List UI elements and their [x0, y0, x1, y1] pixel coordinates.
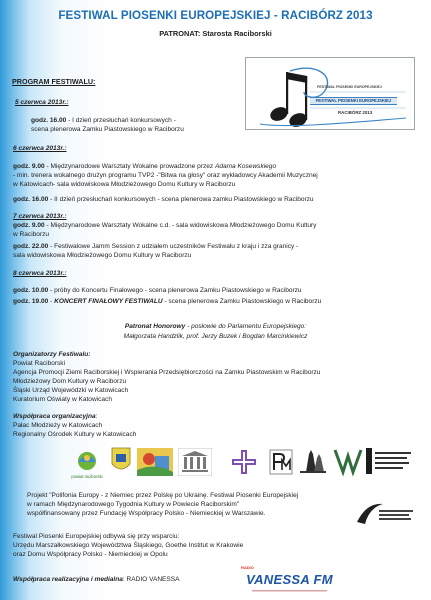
- day2-time2: godz. 16.00: [13, 196, 49, 203]
- day4-time2: godz. 19.00: [13, 298, 49, 305]
- roks-logo: [333, 446, 363, 478]
- organizer-item: Powiat Raciborski: [13, 360, 66, 367]
- day2-line3: w Katowicach- sala widowiskowa Młodzieżowego Domu Kultury w Raciborzu: [13, 181, 236, 188]
- day4-line2c: - scena plenerowa Zamku Piastowskiego w Raciborzu: [162, 298, 322, 305]
- music-note-icon: [246, 58, 416, 131]
- day3-line4: sala widowiskowa Młodzieżowego Domu Kultury w Raciborzu: [13, 252, 192, 259]
- project-line2: w ramach Międzynarodowego Tygodnia Kultury w Powiecie Raciborskim": [27, 501, 240, 508]
- cross-pattern-logo: [232, 450, 256, 474]
- organizer-item: Młodzieżowy Dom Kultury w Raciborzu: [13, 378, 127, 385]
- media-value: : RADIO VANESSA: [122, 576, 180, 583]
- patronat-line: PATRONAT: Starosta Raciborski: [159, 29, 272, 38]
- day1-item1: [31, 117, 176, 125]
- day3-item2: [13, 243, 298, 251]
- cooperation-heading: Współpraca organizacyjna: [13, 413, 96, 420]
- day4-item2: [13, 298, 321, 306]
- day4-line2a: -: [48, 298, 55, 305]
- media-line: [13, 576, 180, 584]
- day2-line1b: Adama Kosewskiego: [214, 163, 277, 170]
- day4-item1: [13, 287, 302, 295]
- coat-of-arms-icon: [110, 446, 132, 476]
- day3-time2: godz. 22.00: [13, 243, 49, 250]
- powiat-label: powiat raciborski: [71, 474, 103, 479]
- day2-line1a: - Międzynarodowe Warsztaty Wokalne prowadzone przez: [44, 163, 215, 170]
- radio-logo-title: VANESSA FM: [246, 572, 333, 587]
- radio-small-label: RADIO: [241, 565, 254, 570]
- support-line2: Urzędu Marszałkowskiego Województwa Śląskiego, Goethe Institut w Krakowie: [13, 542, 244, 549]
- day3-line2: w Raciborzu: [13, 231, 50, 238]
- mdk-logo: [178, 448, 212, 476]
- organizer-item: Kuratorium Oświaty w Katowicach: [13, 396, 112, 403]
- media-label: Współpraca realizacyjna i medialna: [13, 576, 123, 583]
- cooperation-item: Pałac Młodzieży w Katowicach: [13, 422, 103, 429]
- day2-line4: - II dzień przesłuchań konkursowych - scena plenerowa zamku Piastowskiego w Raciborzu: [48, 196, 314, 203]
- logo-band-text: FESTIWAL PIOSENKI EUROPEJSKIEJ: [310, 97, 397, 105]
- logo-top-text: FESTIWAL PIOSENKI EUROPEJSKIEJ: [317, 85, 382, 89]
- radio-vanessa-logo: [232, 565, 347, 595]
- day4-line2b: KONCERT FINAŁOWY FESTIWALU: [54, 298, 163, 305]
- honorary-line: [0, 323, 431, 331]
- festival-logo: [245, 57, 415, 130]
- program-heading: PROGRAM FESTIWALU:: [12, 77, 96, 86]
- day1-time1: godz. 16.00: [31, 117, 67, 124]
- day4-line1: - próby do Koncertu Finałowego - scena plenerowa Zamku Piastowskiego w Raciborzu: [48, 287, 302, 294]
- day1-line2: scena plenerowa Zamku Piastowskiego w Raciborzu: [31, 126, 184, 133]
- fwpn-logo: [353, 498, 415, 528]
- day2-time1: godz. 9.00: [13, 163, 45, 170]
- painting-logo: [137, 448, 173, 476]
- support-line3: oraz Domu Współpracy Polsko - Niemieckiej w Opolu: [13, 551, 168, 558]
- day1-line1: - I dzień przesłuchań konkursowych -: [66, 117, 176, 124]
- day3-date: 7 czerwca 2013r.:: [13, 213, 67, 220]
- day4-time1: godz. 10.00: [13, 287, 49, 294]
- poster-title: FESTIWAL PIOSENKI EUROPEJSKIEJ - RACIBÓRZ 2013: [58, 9, 373, 22]
- cooperation-item: Regionalny Ośrodek Kultury w Katowicach: [13, 431, 137, 438]
- day3-time1: godz. 9.00: [13, 222, 45, 229]
- day3-line3: - Festiwalowe Jamm Session z udziałem uczestników Festiwalu z kraju i zza granicy -: [48, 243, 299, 250]
- tower-logo: [300, 446, 326, 474]
- day3-item1: [13, 222, 316, 230]
- day3-line1: - Międzynarodowe Warsztaty Wokalne c.d. - sala widowiskowa Młodzieżowego Domu Kultury: [44, 222, 317, 229]
- day2-item2: [13, 196, 314, 204]
- cooperation-heading-line: Współpraca organizacyjna:: [13, 413, 98, 420]
- day4-date: 8 czerwca 2013r.:: [13, 270, 67, 277]
- logo-year: RACIBÓRZ 2013: [338, 110, 373, 115]
- day2-date: 6 czerwca 2013r.:: [13, 145, 67, 152]
- honorary-names: Małgorzata Handzlik, prof. Jerzy Buzek i Bogdan Marcinkiewicz: [123, 333, 308, 340]
- support-line1: Festiwal Piosenki Europejskiej odbywa się przy wsparciu:: [13, 533, 180, 540]
- day2-line2: - min. trenera wokalnego drużyn programu TVP2 -"Bitwa na głosy" oraz wykładowcy Akademii Muzycznej: [13, 172, 318, 179]
- organizers-heading: Organizatorzy Festiwalu:: [13, 351, 91, 358]
- partner-logos-row: [0, 434, 431, 484]
- powiat-raciborski-logo: [68, 448, 106, 482]
- regional-center-logo: [366, 446, 414, 480]
- project-line3: współfinansowany przez Fundację Współpracy Polsko - Niemieckiej w Warszawie.: [27, 510, 266, 517]
- pm-logo: [268, 448, 294, 476]
- organizer-item: Śląski Urząd Wojewódzki w Katowicach: [13, 387, 129, 394]
- honorary-label: Patronat Honorowy: [124, 323, 186, 330]
- frequency-decoration: [232, 589, 347, 593]
- project-line1: Projekt "Polifonia Europy - z Niemiec przez Polskę po Ukrainę. Festiwal Piosenki Europejskiej: [27, 492, 299, 499]
- honorary-text: - posłowie do Parlamentu Europejskiego:: [185, 323, 307, 330]
- day2-item1: [13, 163, 276, 171]
- organizer-item: Agencja Promocji Ziemi Raciborskiej i Wspierania Przedsiębiorczości na Zamku Piastowskim w Raciborzu: [13, 369, 321, 376]
- day1-date: 5 czerwca 2013r.:: [15, 99, 69, 106]
